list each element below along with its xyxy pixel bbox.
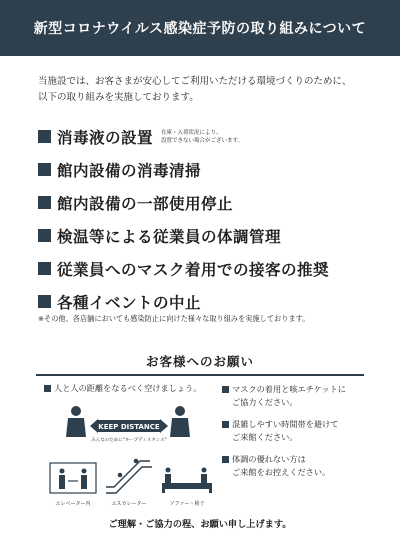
- footnote: ※その他、各店舗においても感染防止に向けた様々な取り組みを実施しております。: [38, 314, 310, 323]
- measure-note-line: 設置できない場合がございます。: [161, 137, 244, 144]
- request-item: [222, 418, 372, 443]
- request-list: [222, 383, 372, 488]
- measure-text: 館内設備の消毒清掃: [57, 160, 202, 180]
- requests-title: お客様へのお願い: [145, 354, 254, 369]
- square-bullet-icon: [38, 163, 51, 176]
- measure-text: 各種イベントの中止: [57, 292, 202, 312]
- person-right-icon: [170, 406, 190, 437]
- square-bullet-icon: [222, 421, 229, 428]
- square-bullet-icon: [44, 385, 51, 392]
- keep-distance-illustration: [44, 401, 222, 511]
- page-header: [0, 0, 400, 56]
- square-bullet-icon: [38, 262, 51, 275]
- measure-text: 検温等による従業員の体調管理: [57, 226, 282, 246]
- request-line: ご協力ください。: [232, 396, 298, 407]
- measure-item: [38, 186, 378, 219]
- square-bullet-icon: [38, 196, 51, 209]
- request-line: 混雑しやすい時間帯を避けて: [232, 419, 339, 429]
- caption-sofa: ソファー・椅子: [169, 501, 205, 507]
- caption-elevator: エレベーター内: [55, 501, 91, 507]
- distance-heading: [44, 383, 222, 394]
- keep-distance-subtitle: みんなのために"キープディスタンス": [91, 438, 167, 443]
- escalator-icon: [106, 459, 152, 493]
- square-bullet-icon: [38, 295, 51, 308]
- measure-item: [38, 252, 378, 285]
- measure-item: [38, 120, 378, 153]
- measure-note-line: 在庫・入荷状況により、: [161, 129, 222, 136]
- square-bullet-icon: [222, 456, 229, 463]
- request-line: 体調の優れない方は: [232, 454, 306, 464]
- person-left-icon: [66, 406, 86, 437]
- divider: [36, 374, 364, 376]
- sofa-icon: [162, 468, 212, 494]
- distance-section: [44, 383, 222, 507]
- measures-list: [38, 120, 378, 318]
- measure-item: [38, 219, 378, 252]
- page-title: 新型コロナウイルス感染症予防の取り組みについて: [33, 21, 367, 37]
- intro-text: [38, 74, 368, 106]
- request-item: [222, 453, 372, 478]
- intro-line: 当施設では、お客さまが安心してご利用いただける環境づくりのために、: [38, 76, 352, 87]
- measure-text: 消毒液の設置: [57, 127, 154, 147]
- square-bullet-icon: [38, 130, 51, 143]
- measure-item: [38, 153, 378, 186]
- square-bullet-icon: [38, 229, 51, 242]
- request-line: マスクの着用と咳エチケットに: [232, 384, 346, 394]
- square-bullet-icon: [222, 386, 229, 393]
- caption-escalator: エスカレーター: [111, 501, 147, 507]
- measure-text: 従業員へのマスク着用での接客の推奨: [57, 259, 330, 279]
- measure-note: [161, 129, 243, 145]
- elevator-icon: [50, 463, 96, 493]
- request-line: ご来館ください。: [232, 431, 298, 442]
- keep-distance-banner-icon: [90, 419, 168, 443]
- distance-heading-text: 人と人の距離をなるべく空けましょう。: [54, 383, 202, 393]
- request-item: [222, 383, 372, 408]
- measure-text: 館内設備の一部使用停止: [57, 193, 234, 213]
- request-line: ご来館をお控えください。: [232, 466, 331, 477]
- intro-line: 以下の取り組みを実施しております。: [38, 92, 199, 103]
- closing-message: ご理解・ご協力の程、お願い申し上げます。: [108, 519, 292, 530]
- keep-distance-banner: KEEP DISTANCE: [98, 423, 160, 431]
